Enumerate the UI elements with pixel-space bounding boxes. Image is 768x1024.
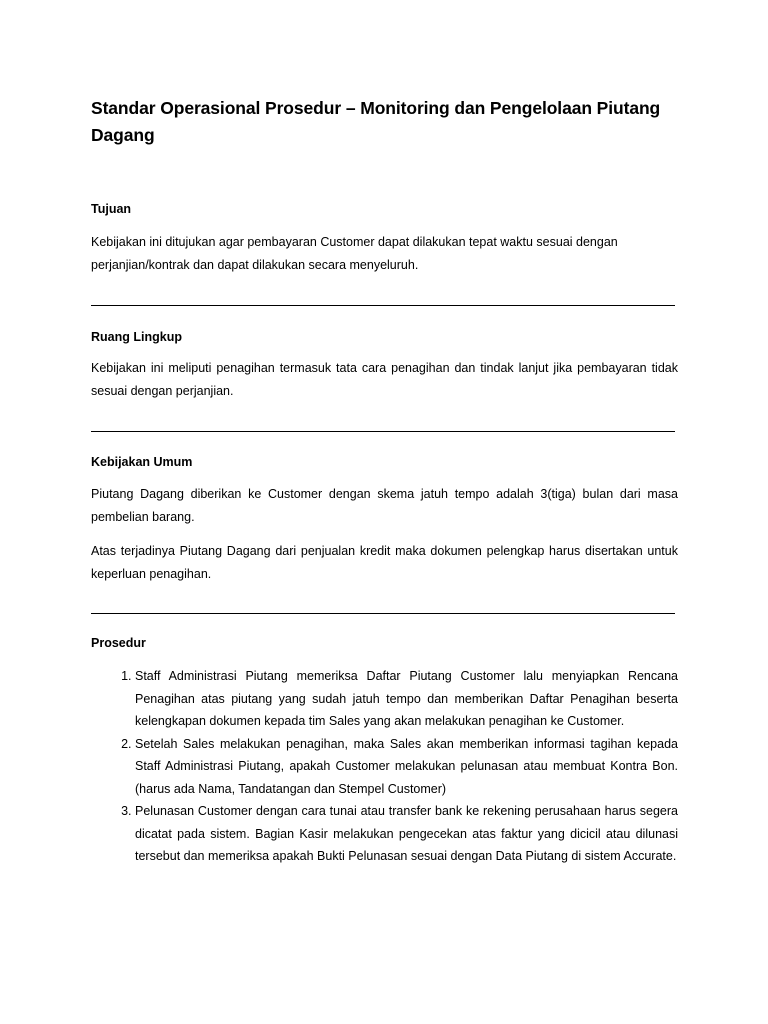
procedure-step-1: 1. Staff Administrasi Piutang memeriksa Daftar Piutang Customer lalu menyiapkan Rencana Penagihan atas piutang yang sudah jatuh tempo dan memberikan Daftar Penagihan beserta kelengkapan dokumen kepada tim Sales yang akan melakukan penagihan ke Customer. [135,665,678,733]
paragraph-kebijakan-umum-2: Atas terjadinya Piutang Dagang dari penjualan kredit maka dokumen pelengkap harus disertakan untuk keperluan penagihan. [91,544,678,581]
section-heading-tujuan: Tujuan [91,202,132,216]
section-kebijakan-umum [91,454,678,585]
paragraph-tujuan-1: Kebijakan ini ditujukan agar pembayaran Customer dapat dilakukan tepat waktu sesuai dengan perjanjian/kontrak dan dapat dilakukan secara menyeluruh. [91,235,618,272]
section-divider [91,305,675,306]
paragraph-ruang-lingkup-1: Kebijakan ini meliputi penagihan termasuk tata cara penagihan dan tindak lanjut jika pembayaran tidak sesuai dengan perjanjian. [91,361,678,398]
section-ruang-lingkup [91,329,678,402]
document-title: Standar Operasional Prosedur – Monitoring dan Pengelolaan Piutang Dagang [91,98,661,145]
section-tujuan [91,201,678,276]
document-page [91,95,678,868]
section-divider [91,613,675,614]
section-prosedur [91,635,678,868]
procedure-step-3: 3. Pelunasan Customer dengan cara tunai atau transfer bank ke rekening perusahaan harus segera dicatat pada sistem. Bagian Kasir melakukan pengecekan atas faktur yang dicicil atau dilunasi tersebut dan memeriksa apakah Bukti Pelunasan sesuai dengan Data Piutang di sistem Accurate. [135,800,678,868]
section-divider [91,431,675,432]
paragraph-kebijakan-umum-1: Piutang Dagang diberikan ke Customer dengan skema jatuh tempo adalah 3(tiga) bulan dari masa pembelian barang. [91,487,678,524]
section-heading-ruang-lingkup: Ruang Lingkup [91,330,182,344]
procedure-step-2: 2. Setelah Sales melakukan penagihan, maka Sales akan memberikan informasi tagihan kepada Staff Administrasi Piutang, apakah Customer melakukan pelunasan atau membuat Kontra Bon. (harus ada Nama, Tandatangan dan Stempel Customer) [135,733,678,801]
procedure-steps-list [91,665,678,868]
section-heading-prosedur: Prosedur [91,636,146,650]
section-heading-kebijakan-umum: Kebijakan Umum [91,455,193,469]
